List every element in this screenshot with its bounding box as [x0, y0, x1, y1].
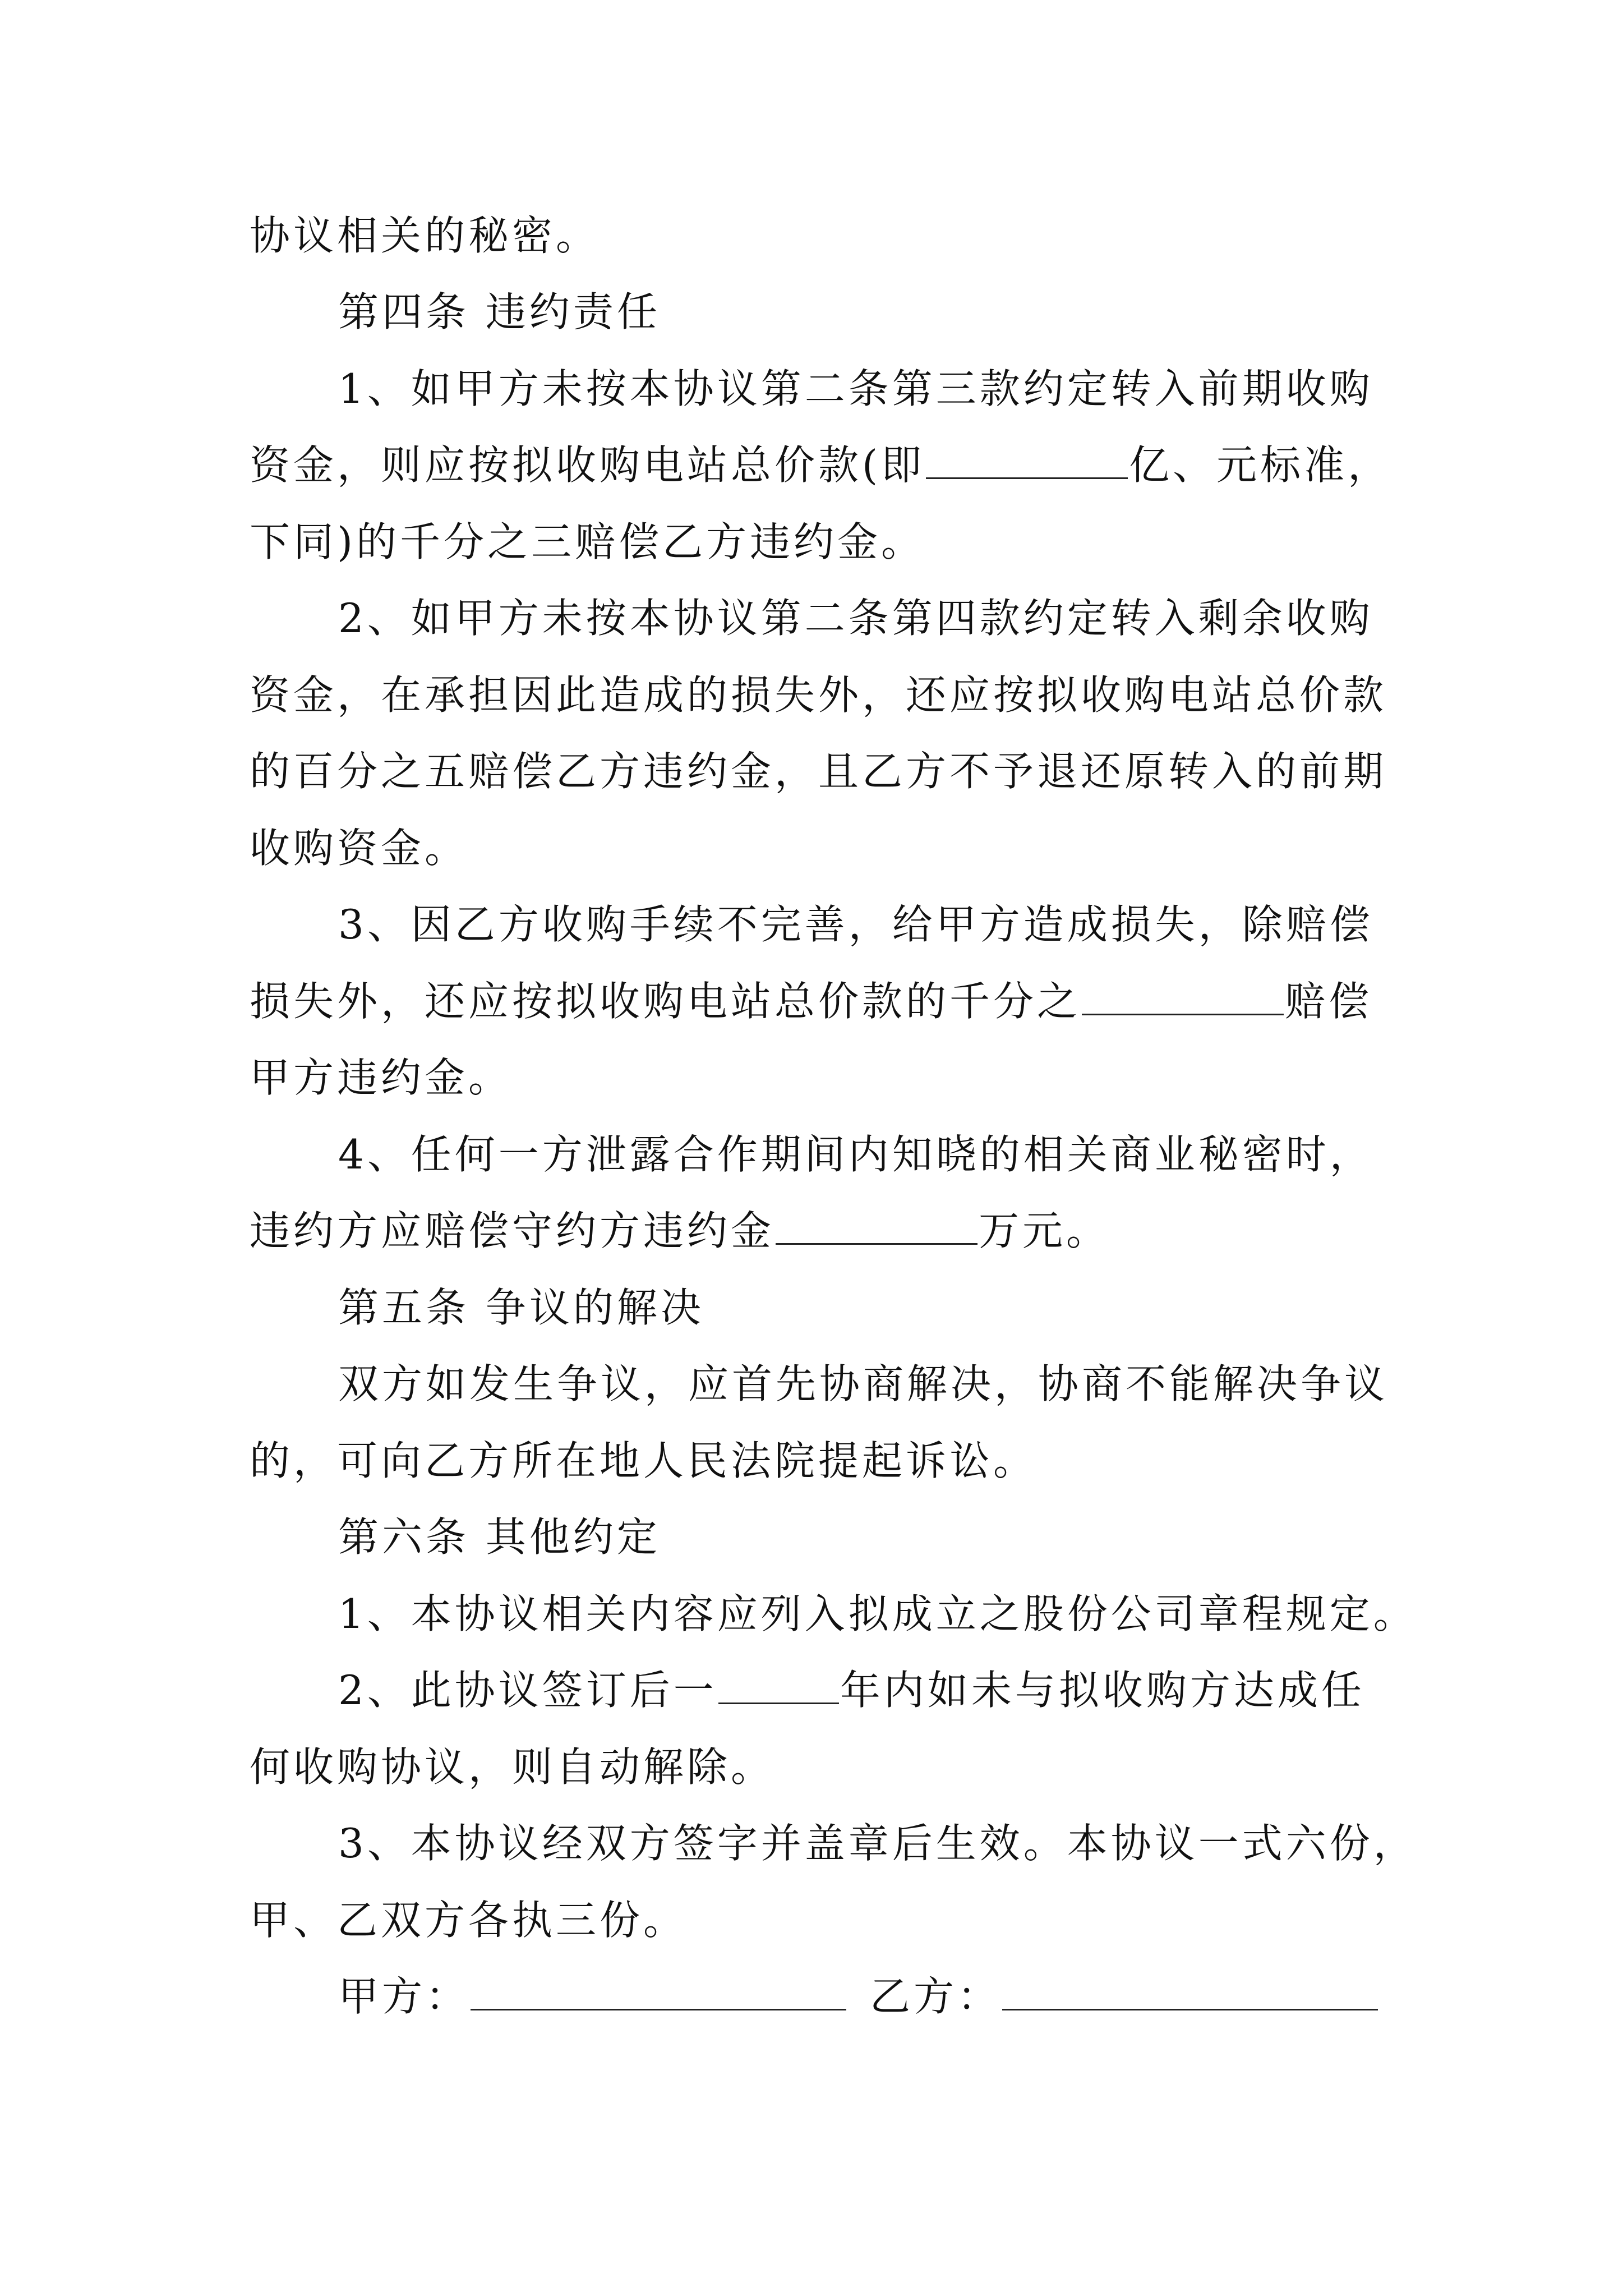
- article-4-clause-4-line-2: [250, 1204, 1110, 1258]
- party-a-signature-field[interactable]: [471, 1970, 846, 2010]
- signature-line: [338, 1970, 1379, 2023]
- party-b-label: 乙方：: [870, 1973, 1002, 2020]
- article-4-clause-3-line-3: 甲方违约金。: [250, 1054, 513, 1101]
- article-5-heading: 第五条 争议的解决: [338, 1284, 704, 1331]
- article-4-clause-2-line-3: 的百分之五赔偿乙方违约金，且乙方不予退还原转入的前期: [250, 748, 1387, 795]
- article-4-clause-3-line-1: 3、因乙方收购手续不完善，给甲方造成损失，除赔偿: [338, 901, 1373, 948]
- text-segment: 赔偿: [1285, 978, 1373, 1025]
- article-6-clause-2-line-2: 何收购协议，则自动解除。: [250, 1743, 775, 1791]
- party-b-signature-field[interactable]: [1002, 1970, 1378, 2010]
- text-segment: 违约方应赔偿守约方违约金: [250, 1207, 775, 1254]
- blank-field[interactable]: [926, 438, 1128, 479]
- article-6-clause-1: 1、本协议相关内容应列入拟成立之股份公司章程规定。: [338, 1590, 1417, 1637]
- text-segment: 年内如未与拟收购方达成任: [840, 1667, 1365, 1714]
- article-4-clause-1-line-3: 下同)的千分之三赔偿乙方违约金。: [250, 518, 925, 565]
- article-4-clause-4-line-1: 4、任何一方泄露合作期间内知晓的相关商业秘密时，: [338, 1131, 1373, 1178]
- article-4-clause-2-line-1: 2、如甲方未按本协议第二条第四款约定转入剩余收购: [338, 595, 1373, 642]
- paragraph-line: 协议相关的秘密。: [250, 212, 600, 259]
- article-6-clause-2-line-1: [338, 1663, 1365, 1717]
- blank-field[interactable]: [1082, 974, 1284, 1015]
- article-6-clause-3-line-1: 3、本协议经双方签字并盖章后生效。本协议一式六份，: [338, 1820, 1417, 1867]
- article-4-clause-2-line-2: 资金，在承担因此造成的损失外，还应按拟收购电站总价款: [250, 671, 1387, 719]
- blank-field[interactable]: [776, 1204, 978, 1245]
- article-4-clause-1-line-1: 1、如甲方未按本协议第二条第三款约定转入前期收购: [338, 365, 1373, 412]
- article-4-clause-3-line-2: [250, 974, 1372, 1028]
- article-5-line-1: 双方如发生争议，应首先协商解决，协商不能解决争议: [338, 1360, 1389, 1407]
- article-4-heading: 第四条 违约责任: [338, 288, 661, 335]
- article-4-clause-2-line-4: 收购资金。: [250, 825, 469, 872]
- text-segment: 亿、元标准，: [1129, 441, 1392, 489]
- text-segment: 资金，则应按拟收购电站总价款(即: [250, 441, 925, 489]
- article-6-heading: 第六条 其他约定: [338, 1513, 661, 1561]
- article-4-clause-1-line-2: [250, 438, 1391, 492]
- text-segment: 万元。: [979, 1207, 1110, 1254]
- article-6-clause-3-line-2: 甲、乙双方各执三份。: [250, 1897, 688, 1944]
- blank-field[interactable]: [718, 1663, 839, 1704]
- text-segment: 损失外，还应按拟收购电站总价款的千分之: [250, 978, 1081, 1025]
- party-a-label: 甲方：: [338, 1973, 470, 2020]
- text-segment: 2、此协议签订后一: [338, 1667, 717, 1714]
- article-5-line-2: 的，可向乙方所在地人民法院提起诉讼。: [250, 1437, 1038, 1484]
